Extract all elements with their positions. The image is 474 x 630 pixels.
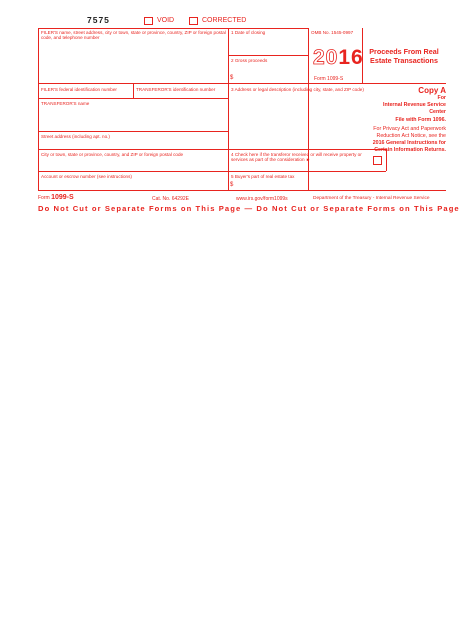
footer-form: [38, 194, 74, 201]
box1-label: 1 Date of closing: [231, 30, 266, 35]
box2-label: 2 Gross proceeds: [231, 58, 268, 63]
copy-a-section: [372, 86, 446, 155]
tin-divider-line: [133, 83, 134, 98]
box3-label: 3 Address or legal description (including city, state, and ZIP code): [231, 87, 364, 92]
box4-top-line: [228, 149, 386, 150]
footer-department: Department of the Treasury - Internal Revenue Service: [313, 196, 430, 201]
footer-form-word: Form: [38, 195, 50, 201]
cut-warning: Do Not Cut or Separate Forms on This Page — Do Not Cut or Separate Forms on This Page: [38, 204, 460, 213]
copy-irs-center: Internal Revenue Service Center: [382, 102, 446, 116]
row-line-2: [38, 98, 228, 99]
box4-label: 4 Check here if the transferor received or will receive property or services as part of the consideration ►: [231, 152, 362, 163]
form-code: 7575: [87, 15, 110, 25]
footer-url: www.irs.gov/form1099s: [236, 196, 288, 202]
frame-bottom-line: [38, 190, 446, 191]
form-title: Proceeds From Real Estate Transactions: [369, 47, 439, 65]
corrected-label: CORRECTED: [202, 17, 247, 24]
copy-privacy-notice: For Privacy Act and Paperwork Reduction Act Notice, see the: [373, 125, 446, 140]
box5-dollar: $: [230, 182, 234, 188]
copy-file-with: File with Form 1096.: [395, 116, 446, 123]
footer-cat-number: Cat. No. 64292E: [152, 196, 189, 202]
void-checkbox[interactable]: [144, 17, 153, 25]
copy-a-title: Copy A: [418, 86, 446, 95]
tax-year-decade: 16: [338, 46, 364, 69]
row-line-5: [38, 171, 228, 172]
box2-dollar: $: [230, 75, 234, 81]
account-number-label: Account or escrow number (see instructions): [41, 174, 132, 179]
omb-number: OMB No. 1545-0997: [311, 30, 354, 35]
box4-checkbox[interactable]: [373, 156, 382, 165]
transferor-name-label: TRANSFEROR'S name: [41, 101, 90, 106]
filer-name-label: FILER'S name, street address, city or town, state or province, country, ZIP or foreign postal code, and telephone number: [41, 30, 226, 41]
row-line-3: [38, 131, 228, 132]
mid-divider-line: [228, 28, 229, 190]
footer-form-name: 1099-S: [51, 194, 74, 201]
box2-bottom-line: [228, 83, 308, 84]
copy-divider-line: [308, 28, 309, 190]
void-label: VOID: [157, 17, 175, 24]
frame-left-line: [38, 28, 39, 190]
city-label: City or town, state or province, country, and ZIP or foreign postal code: [41, 152, 184, 157]
corrected-checkbox[interactable]: [189, 17, 198, 25]
box5-label: 5 Buyer's part of real estate tax: [231, 174, 295, 179]
box5-top-line: [228, 171, 386, 172]
copy-for: For: [437, 95, 446, 101]
copy-general-instructions: 2016 General Instructions for Certain Information Returns.: [372, 140, 446, 154]
form-label-top: Form 1099-S: [314, 76, 344, 82]
street-address-label: Street address (including apt. no.): [41, 134, 110, 139]
box1-bottom-line: [228, 55, 308, 56]
frame-top-line: [38, 28, 308, 29]
year-bottom-line: [308, 83, 362, 84]
tax-year-century: 20: [313, 46, 339, 69]
row-line-4: [38, 149, 228, 150]
filer-tin-label: FILER'S federal identification number: [41, 87, 117, 92]
transferor-tin-label: TRANSFEROR'S identification number: [136, 87, 216, 92]
tax-year: [313, 46, 364, 70]
